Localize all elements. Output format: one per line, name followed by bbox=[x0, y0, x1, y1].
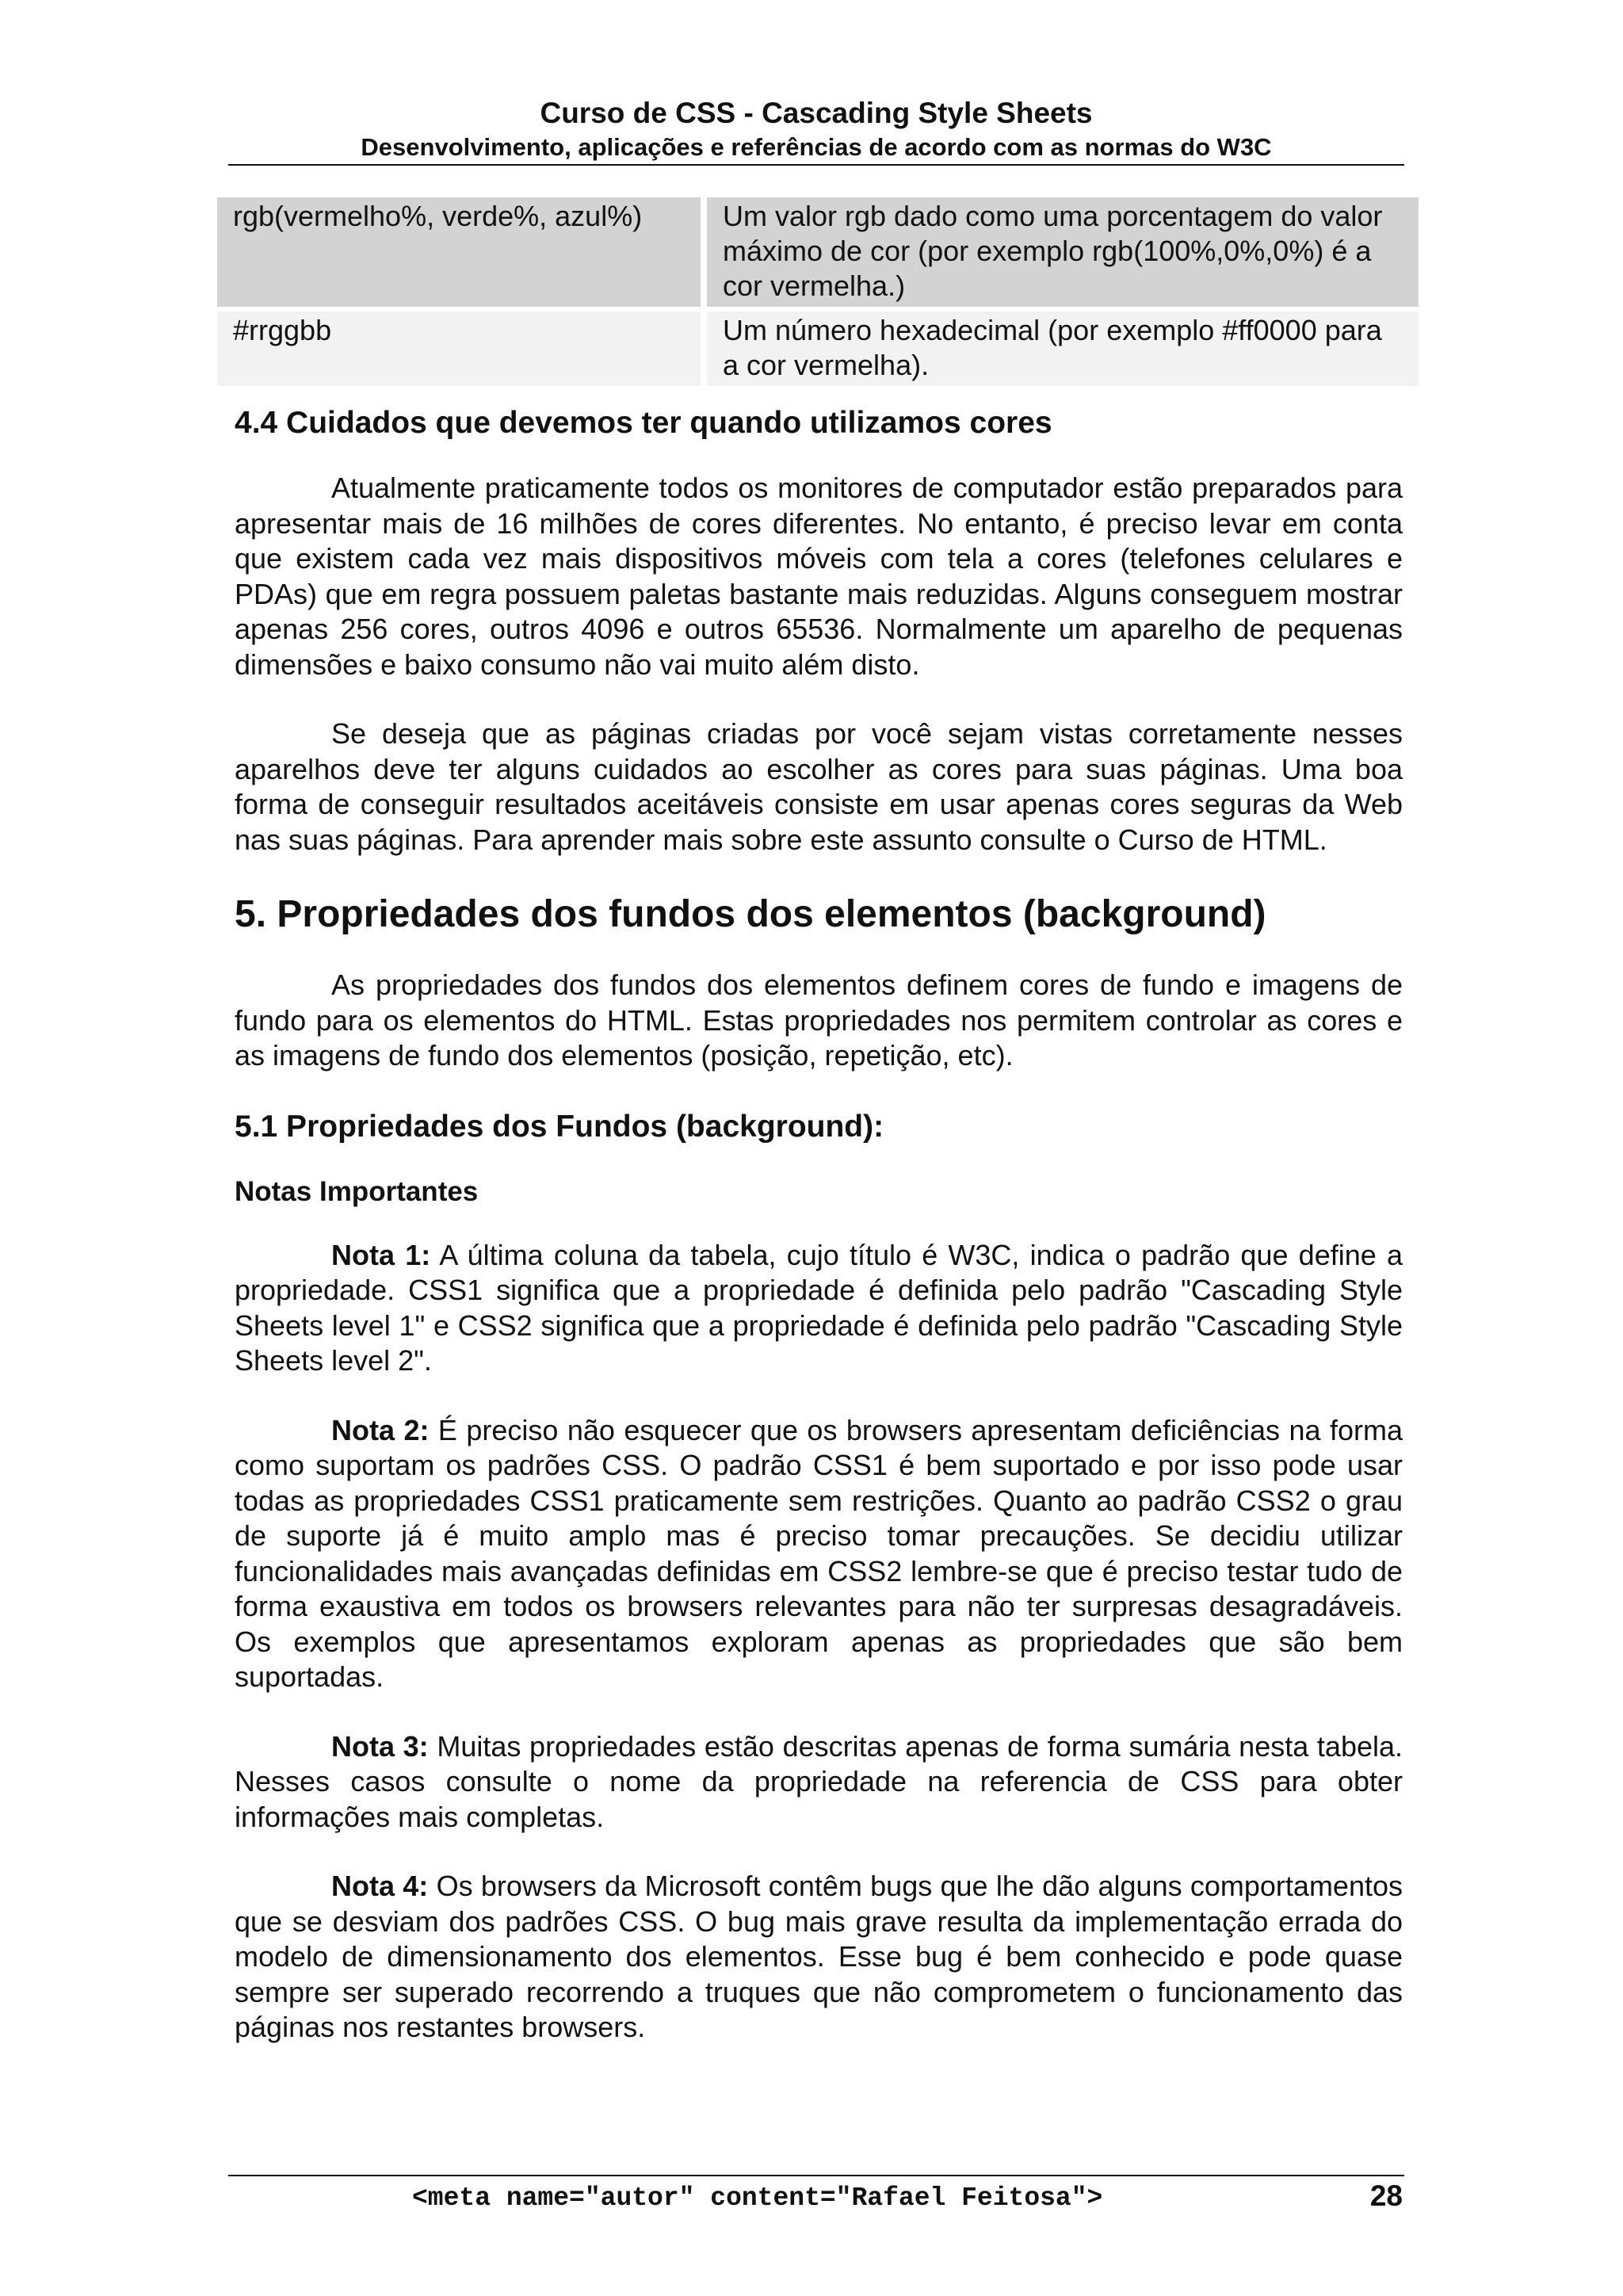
table-cell-format: rgb(vermelho%, verde%, azul%) bbox=[217, 197, 707, 307]
note-2 bbox=[235, 1413, 1403, 1695]
page-number: 28 bbox=[1369, 2179, 1403, 2212]
page-body bbox=[235, 404, 1403, 2080]
table-cell-format: #rrggbb bbox=[217, 311, 707, 386]
footer-divider bbox=[228, 2175, 1404, 2176]
note-1 bbox=[235, 1238, 1403, 1379]
section-heading-4-4: 4.4 Cuidados que devemos ter quando utilizamos cores bbox=[235, 406, 1052, 440]
note-label: Nota 1: bbox=[331, 1238, 431, 1271]
color-format-table bbox=[217, 193, 1419, 391]
footer-meta-tag: <meta name="autor" content="Rafael Feitosa"> bbox=[412, 2183, 1103, 2213]
note-text: A última coluna da tabela, cujo título é W3C, indica o padrão que define a propriedade. CSS1 significa que a propriedade é definida pelo padrão "Cascading Style Sheets level 1" e CSS2 significa que a propriedade é definida pelo padrão "Cascading Style Sheets level 2". bbox=[235, 1238, 1403, 1377]
table-cell-description: Um valor rgb dado como uma porcentagem do valor máximo de cor (por exemplo rgb(100%,0%,0%) é a cor vermelha.) bbox=[707, 197, 1419, 307]
note-label: Nota 4: bbox=[331, 1870, 429, 1902]
page-header bbox=[228, 95, 1404, 163]
header-divider bbox=[228, 164, 1404, 166]
document-subtitle: Desenvolvimento, aplicações e referências de acordo com as normas do W3C bbox=[361, 133, 1272, 161]
note-label: Nota 3: bbox=[331, 1729, 429, 1763]
section-heading-5-1: 5.1 Propriedades dos Fundos (background): bbox=[235, 1109, 884, 1144]
note-text: Os browsers da Microsoft contêm bugs que lhe dão alguns comportamentos que se desviam dos padrões CSS. O bug mais grave resulta da implementação errada do modelo de dimensionamento dos elementos. Esse bug é bem conhecido e pode quase sempre ser superado recorrendo a truques que não comprometem o funcionamento das páginas nos restantes browsers. bbox=[235, 1870, 1403, 2043]
table-row bbox=[217, 311, 1419, 386]
paragraph: As propriedades dos fundos dos elementos definem cores de fundo e imagens de fundo para os elementos do HTML. Estas propriedades nos permitem controlar as cores e as imagens de fundo dos elementos (posição, repetição, etc). bbox=[235, 968, 1403, 1072]
paragraph: Atualmente praticamente todos os monitores de computador estão preparados para apresentar mais de 16 milhões de cores diferentes. No entanto, é preciso levar em conta que existem cada vez mais dispositivos móveis com tela a cores (telefones celulares e PDAs) que em regra possuem paletas bastante mais reduzidas. Alguns conseguem mostrar apenas 256 cores, outros 4096 e outros 65536. Normalmente um aparelho de pequenas dimensões e baixo consumo não vai muito além disto. bbox=[235, 472, 1403, 681]
note-4 bbox=[235, 1869, 1403, 2046]
table-row bbox=[217, 197, 1419, 307]
note-3 bbox=[235, 1729, 1403, 1836]
table-cell-description: Um número hexadecimal (por exemplo #ff0000 para a cor vermelha). bbox=[707, 311, 1419, 386]
note-text: É preciso não esquecer que os browsers apresentam deficiências na forma como suportam os padrões CSS. O padrão CSS1 é bem suportado e por isso pode usar todas as propriedades CSS1 praticamente sem restrições. Quanto ao padrão CSS2 o grau de suporte já é muito amplo mas é preciso tomar precauções. Se decidiu utilizar funcionalidades mais avançadas definidas em CSS2 lembre-se que é preciso testar tudo de forma exaustiva em todos os browsers relevantes para não ter surpresas desagradáveis. Os exemplos que apresentamos exploram apenas as propriedades que são bem suportadas. bbox=[235, 1413, 1403, 1693]
document-title: Curso de CSS - Cascading Style Sheets bbox=[540, 97, 1093, 129]
section-heading-5: 5. Propriedades dos fundos dos elementos (background) bbox=[235, 893, 1266, 935]
paragraph: Se deseja que as páginas criadas por você sejam vistas corretamente nesses aparelhos deve ter alguns cuidados ao escolher as cores para suas páginas. Uma boa forma de conseguir resultados aceitáveis consiste em usar apenas cores seguras da Web nas suas páginas. Para aprender mais sobre este assunto consulte o Curso de HTML. bbox=[235, 717, 1403, 856]
notes-heading: Notas Importantes bbox=[235, 1175, 479, 1207]
note-text: Muitas propriedades estão descritas apenas de forma sumária nesta tabela. Nesses casos consulte o nome da propriedade na referencia de CSS para obter informações mais completas. bbox=[235, 1729, 1403, 1833]
note-label: Nota 2: bbox=[331, 1413, 430, 1446]
